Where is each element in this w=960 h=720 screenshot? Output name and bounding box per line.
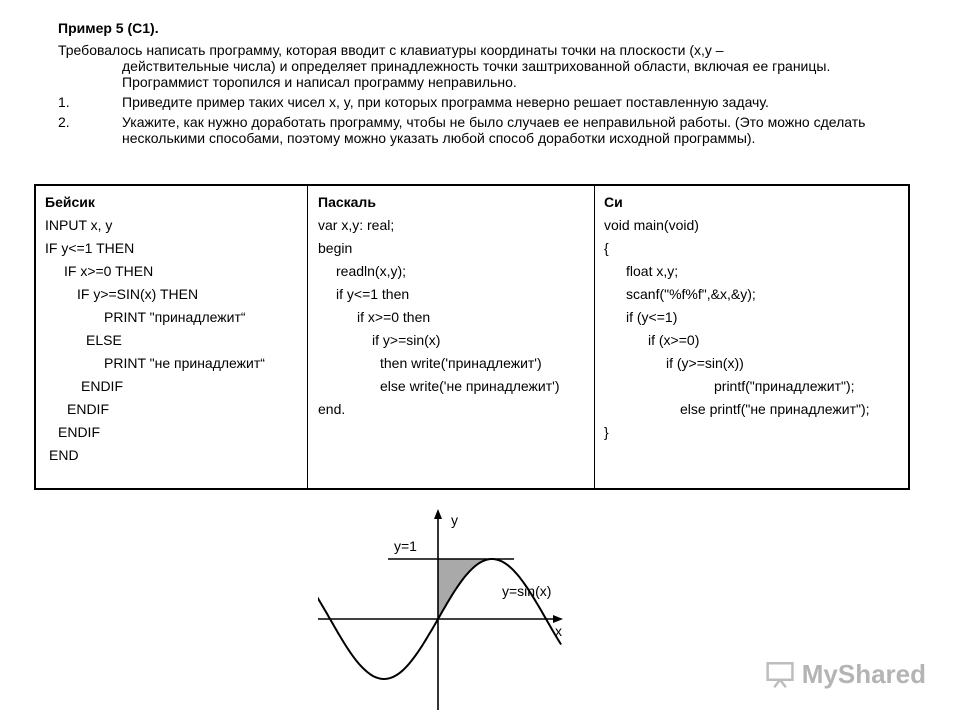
code-line: } bbox=[604, 424, 609, 440]
code-line: scanf("%f%f",&x,&y); bbox=[626, 286, 756, 302]
watermark-text: MyShared bbox=[801, 658, 926, 689]
task-number: 1. bbox=[58, 94, 70, 110]
x-axis-label: x bbox=[555, 623, 562, 639]
code-line: if y>=sin(x) bbox=[372, 332, 441, 348]
problem-title: Пример 5 (С1). bbox=[58, 20, 159, 36]
y-axis-arrow bbox=[434, 509, 442, 519]
region-graph bbox=[318, 505, 578, 715]
code-line: else printf("не принадлежит"); bbox=[680, 401, 870, 417]
code-line: if (x>=0) bbox=[648, 332, 700, 348]
task-text: Укажите, как нужно доработать программу, чтобы не было случаев ее неправильной работы. (Это можно сделать несколькими способами, поэтому можно указать любой способ доработки исходной программы). bbox=[122, 114, 866, 146]
code-line: if (y<=1) bbox=[626, 309, 678, 325]
task-text: Приведите пример таких чисел x, y, при которых программа неверно решает поставленную задачу. bbox=[122, 94, 769, 110]
code-line: begin bbox=[318, 240, 353, 256]
code-line: IF y<=1 THEN bbox=[45, 240, 135, 256]
c-heading: Си bbox=[604, 194, 623, 210]
code-line: void main(void) bbox=[604, 217, 699, 233]
code-line: var x,y: real; bbox=[318, 217, 395, 233]
pascal-heading: Паскаль bbox=[318, 194, 376, 210]
basic-heading: Бейсик bbox=[45, 194, 95, 210]
task-number: 2. bbox=[58, 114, 70, 130]
presentation-icon bbox=[766, 657, 796, 691]
problem-header bbox=[58, 20, 918, 146]
basic-column bbox=[36, 186, 308, 488]
code-line: else write('не принадлежит') bbox=[380, 378, 560, 394]
task-item-2 bbox=[58, 114, 918, 146]
problem-intro: Требовалось написать программу, которая вводит с клавиатуры координаты точки на плоскости (x,y – bbox=[58, 42, 724, 58]
code-line: readln(x,y); bbox=[336, 263, 407, 279]
code-line: END bbox=[49, 447, 79, 463]
code-line: printf("принадлежит"); bbox=[714, 378, 855, 394]
code-line: end. bbox=[318, 401, 346, 417]
shaded-region bbox=[438, 559, 492, 619]
code-line: PRINT "принадлежит“ bbox=[104, 309, 246, 325]
code-line: { bbox=[604, 240, 609, 256]
curve-label: y=sin(x) bbox=[502, 583, 552, 599]
code-line: ELSE bbox=[86, 332, 122, 348]
code-line: if y<=1 then bbox=[336, 286, 410, 302]
code-line: IF y>=SIN(x) THEN bbox=[77, 286, 199, 302]
code-line: if x>=0 then bbox=[357, 309, 431, 325]
problem-intro-continuation: действительные числа) и определяет принадлежность точки заштрихованной области, включая ее границы. Программист торопился и написал программу неправильно. bbox=[122, 58, 831, 90]
code-line: PRINT "не принадлежит“ bbox=[104, 355, 265, 371]
watermark bbox=[766, 655, 926, 693]
y-axis-label: y bbox=[451, 512, 458, 528]
code-line: if (y>=sin(x)) bbox=[666, 355, 744, 371]
pascal-column bbox=[308, 186, 595, 488]
task-item-1 bbox=[58, 94, 918, 110]
code-line: then write('принадлежит') bbox=[380, 355, 542, 371]
code-line: ENDIF bbox=[81, 378, 123, 394]
code-line: ENDIF bbox=[67, 401, 109, 417]
code-line: INPUT x, y bbox=[45, 217, 113, 233]
code-table bbox=[34, 184, 910, 490]
code-line: float x,y; bbox=[626, 263, 679, 279]
line-label: y=1 bbox=[394, 538, 417, 554]
x-axis-arrow bbox=[553, 615, 563, 623]
c-column bbox=[595, 186, 908, 488]
code-line: IF x>=0 THEN bbox=[64, 263, 154, 279]
code-line: ENDIF bbox=[58, 424, 100, 440]
